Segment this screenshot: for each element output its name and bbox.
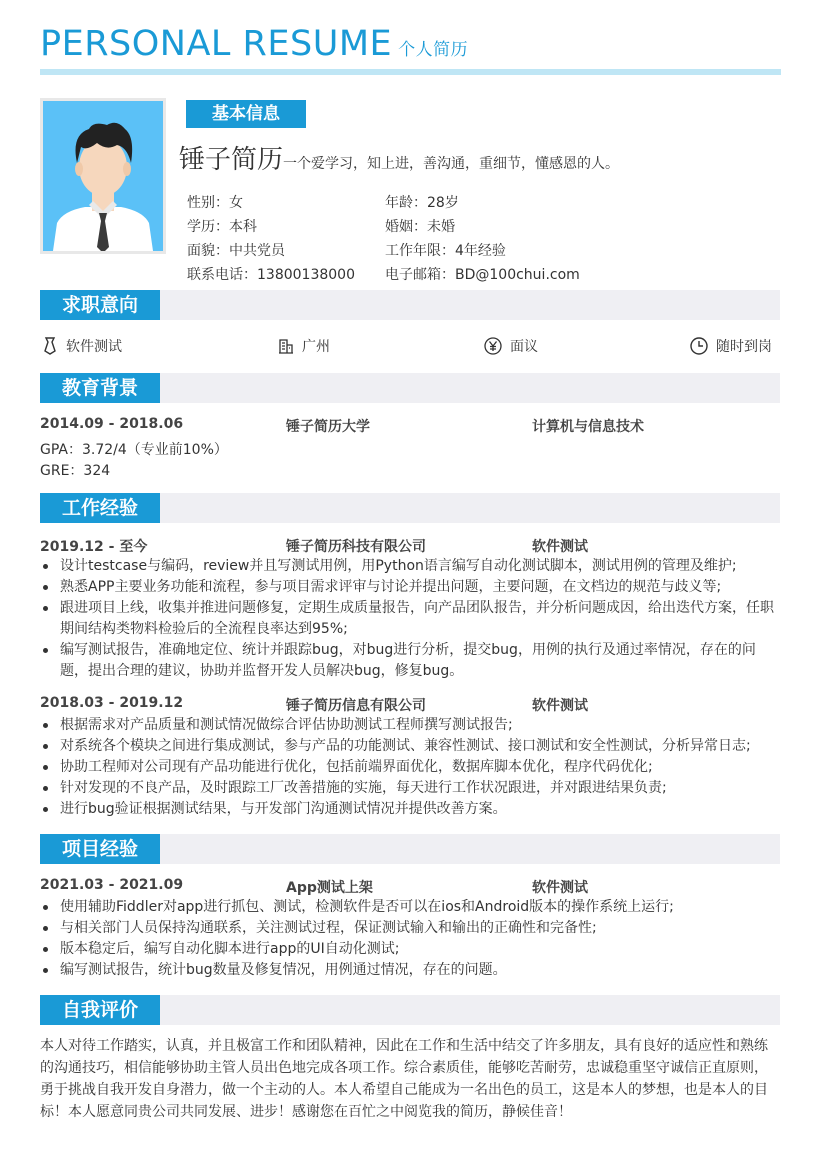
- clock-icon: [690, 337, 708, 355]
- list-item: 跟进项目上线，收集并推进问题修复，定期生成质量报告，向产品团队报告，并分析问题成因，给出迭代方案，任职期间结构类物料检验后的全流程良率达到95%;: [40, 598, 780, 640]
- avatar-illustration: [43, 101, 163, 251]
- intent-position: [42, 336, 122, 356]
- resume-subtitle: 个人简历: [398, 40, 469, 60]
- info-marital: 婚姻：未婚: [385, 219, 455, 235]
- job-period: 2019.12 - 至今: [40, 539, 148, 555]
- list-item: 进行bug验证根据测试结果，与开发部门沟通测试情况并提供改善方案。: [40, 799, 780, 820]
- project-role: 软件测试: [532, 880, 588, 896]
- education-gpa: GPA：3.72/4（专业前10%）: [40, 442, 228, 458]
- section-label-project: 项目经验: [40, 834, 160, 864]
- info-education: 学历：本科: [187, 219, 257, 235]
- candidate-name: [179, 139, 619, 176]
- list-item: 版本稳定后，编写自动化脚本进行app的UI自动化测试;: [40, 939, 780, 960]
- job-bullets: [40, 556, 780, 682]
- list-item: 对系统各个模块之间进行集成测试，参与产品的功能测试、兼容性测试、接口测试和安全性测试，分析异常日志;: [40, 736, 780, 757]
- list-item: 与相关部门人员保持沟通联系，关注测试过程，保证测试输入和输出的正确性和完备性;: [40, 918, 780, 939]
- section-bar-work: [40, 493, 780, 523]
- job-company: 锤子简历科技有限公司: [286, 539, 426, 555]
- section-label-work: 工作经验: [40, 493, 160, 523]
- info-email: 电子邮箱：BD@100chui.com: [385, 267, 580, 283]
- info-age: 年龄：28岁: [385, 195, 459, 211]
- resume-title: [40, 24, 468, 64]
- list-item: 设计testcase与编码，review并且写测试用例，用Python语言编写自动化测试脚本，测试用例的管理及维护;: [40, 556, 780, 577]
- job-role: 软件测试: [532, 539, 588, 555]
- section-bar-self-eval: [40, 995, 780, 1025]
- education-school: 锤子简历大学: [286, 419, 370, 435]
- job-company: 锤子简历信息有限公司: [286, 698, 426, 714]
- yen-icon: [484, 337, 502, 355]
- intent-city-text: 广州: [302, 339, 330, 355]
- section-label-basic-info: 基本信息: [186, 100, 306, 128]
- list-item: 编写测试报告，准确地定位、统计并跟踪bug，对bug进行分析，提交bug，用例的执行及通过率情况，存在的问题，提出合理的建议，协助并监督开发人员解决bug，修复bug。: [40, 640, 780, 682]
- intent-salary-text: 面议: [510, 339, 538, 355]
- self-eval-text: 本人对待工作踏实，认真，并且极富工作和团队精神，因此在工作和生活中结交了许多朋友，具有良好的适应性和熟练的沟通技巧，相信能够协助主管人员出色地完成各项工作。综合素质佳，能够吃苦耐劳，忠诚稳重坚守诚信正直原则，勇于挑战自我开发自身潜力，做一个主动的人。本人希望自己能成为一名出色的员工，这是本人的梦想，也是本人的目标！本人愿意同贵公司共同发展、进步！感谢您在百忙之中阅览我的简历，静候佳音！: [40, 1038, 768, 1120]
- job-period: 2018.03 - 2019.12: [40, 695, 184, 711]
- project-bullets: [40, 897, 780, 981]
- education-period: 2014.09 - 2018.06: [40, 416, 184, 432]
- list-item: 根据需求对产品质量和测试情况做综合评估协助测试工程师撰写测试报告;: [40, 715, 780, 736]
- header-divider: [40, 69, 781, 75]
- list-item: 熟悉APP主要业务功能和流程，参与项目需求评审与讨论并提出问题，主要问题，在文档边的规范与歧义等;: [40, 577, 780, 598]
- job-bullets: [40, 715, 780, 820]
- resume-title-text: PERSONAL RESUME: [40, 24, 393, 64]
- education-major: 计算机与信息技术: [532, 419, 644, 435]
- intent-salary: [484, 336, 538, 356]
- section-bar-education: [40, 373, 780, 403]
- list-item: 协助工程师对公司现有产品功能进行优化，包括前端界面优化，数据库脚本优化，程序代码优化;: [40, 757, 780, 778]
- building-icon: [278, 338, 294, 354]
- education-gre: GRE：324: [40, 463, 111, 479]
- section-label-self-eval: 自我评价: [40, 995, 160, 1025]
- intent-position-text: 软件测试: [66, 339, 122, 355]
- section-label-intent: 求职意向: [40, 290, 160, 320]
- info-gender: 性别：女: [187, 195, 243, 211]
- tie-icon: [42, 337, 58, 355]
- project-period: 2021.03 - 2021.09: [40, 877, 184, 893]
- list-item: 针对发现的不良产品，及时跟踪工厂改善措施的实施，每天进行工作状况跟进，并对跟进结果负责;: [40, 778, 780, 799]
- candidate-motto: 一个爱学习，知上进，善沟通，重细节，懂感恩的人。: [283, 156, 620, 172]
- info-political: 面貌：中共党员: [187, 243, 285, 259]
- intent-availability: [690, 336, 772, 356]
- project-name: App测试上架: [286, 880, 373, 896]
- info-experience: 工作年限：4年经验: [385, 243, 506, 259]
- section-bar-intent: [40, 290, 780, 320]
- list-item: 编写测试报告，统计bug数量及修复情况，用例通过情况，存在的问题。: [40, 960, 780, 981]
- section-bar-project: [40, 834, 780, 864]
- intent-city: [278, 336, 330, 356]
- avatar-photo: [40, 98, 166, 254]
- section-label-education: 教育背景: [40, 373, 160, 403]
- job-role: 软件测试: [532, 698, 588, 714]
- list-item: 使用辅助Fiddler对app进行抓包、测试，检测软件是否可以在ios和Android版本的操作系统上运行;: [40, 897, 780, 918]
- info-phone: 联系电话：13800138000: [187, 267, 355, 283]
- intent-availability-text: 随时到岗: [716, 339, 772, 355]
- candidate-name-text: 锤子简历: [179, 145, 284, 175]
